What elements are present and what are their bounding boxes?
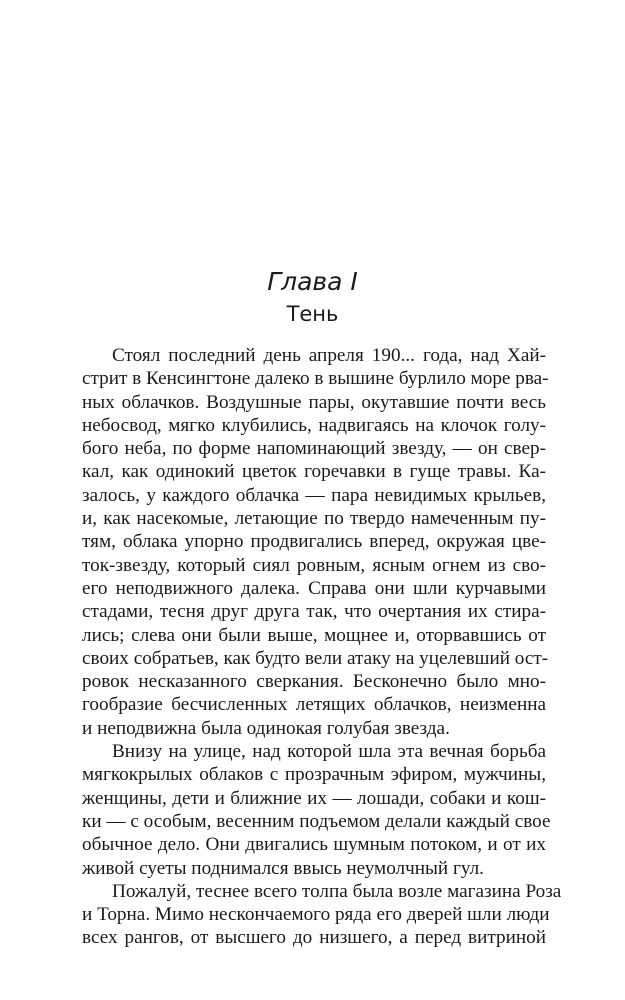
- body-text: [82, 344, 562, 950]
- text-line: тям, облака упорно продвигались вперед, окружая цве-: [82, 531, 546, 553]
- text-line: ровок несказанного сверкания. Бесконечно было мно-: [82, 671, 546, 693]
- text-line: обычное дело. Они двигались шумным потоком, и от их: [82, 834, 546, 856]
- text-line: живой суеты поднимался ввысь неумолчный гул.: [82, 857, 484, 879]
- text-line: всех рангов, от высшего до низшего, а перед витриной: [82, 927, 546, 949]
- text-line: стрит в Кенсингтоне далеко в вышине бурлило море рва-: [82, 368, 549, 390]
- text-line: его неподвижного далека. Справа они шли курчавыми: [82, 577, 546, 599]
- text-line: бого неба, по форме напоминающий звезду, — он свер-: [82, 438, 546, 460]
- text-line: залось, у каждого облачка — пара невидимых крыльев,: [82, 484, 546, 506]
- chapter-subtitle: Тень: [286, 302, 339, 326]
- text-line: ных облачков. Воздушные пары, окутавшие почти весь: [82, 391, 546, 413]
- text-line: Внизу на улице, над которой шла эта вечная борьба: [112, 741, 546, 763]
- text-line: и неподвижна была одинокая голубая звезда.: [82, 717, 450, 739]
- text-line: ток-звезду, который сиял ровным, ясным огнем из сво-: [82, 554, 546, 576]
- text-line: лись; слева они были выше, мощнее и, оторвавшись от: [82, 624, 546, 646]
- text-line: гообразие бесчисленных летящих облачков, неизменна: [82, 694, 546, 716]
- chapter-title: Глава I: [267, 267, 358, 296]
- text-line: своих собратьев, как будто вели атаку на уцелевший ост-: [82, 647, 549, 669]
- text-line: Стоял последний день апреля 190... года, над Хай-: [112, 345, 546, 366]
- text-line: и Торна. Мимо нескончаемого ряда его дверей шли люди: [82, 904, 550, 926]
- text-line: мягкокрылых облаков с прозрачным эфиром, мужчины,: [82, 764, 546, 786]
- text-line: женщины, дети и ближние их — лошади, собаки и кош-: [82, 787, 546, 809]
- text-line: ки — с особым, весенним подъемом делали каждый свое: [82, 810, 551, 832]
- text-line: Пожалуй, теснее всего толпа была возле магазина Роза: [112, 880, 562, 902]
- text-line: и, как насекомые, летающие по твердо намеченным пу-: [82, 508, 546, 530]
- text-line: стадами, тесня друг друга так, что очертания их стира-: [82, 601, 546, 623]
- text-line: кал, как одинокий цветок горечавки в гуще травы. Ка-: [82, 461, 546, 483]
- text-line: небосвод, мягко клубились, надвигаясь на клочок голу-: [82, 414, 546, 436]
